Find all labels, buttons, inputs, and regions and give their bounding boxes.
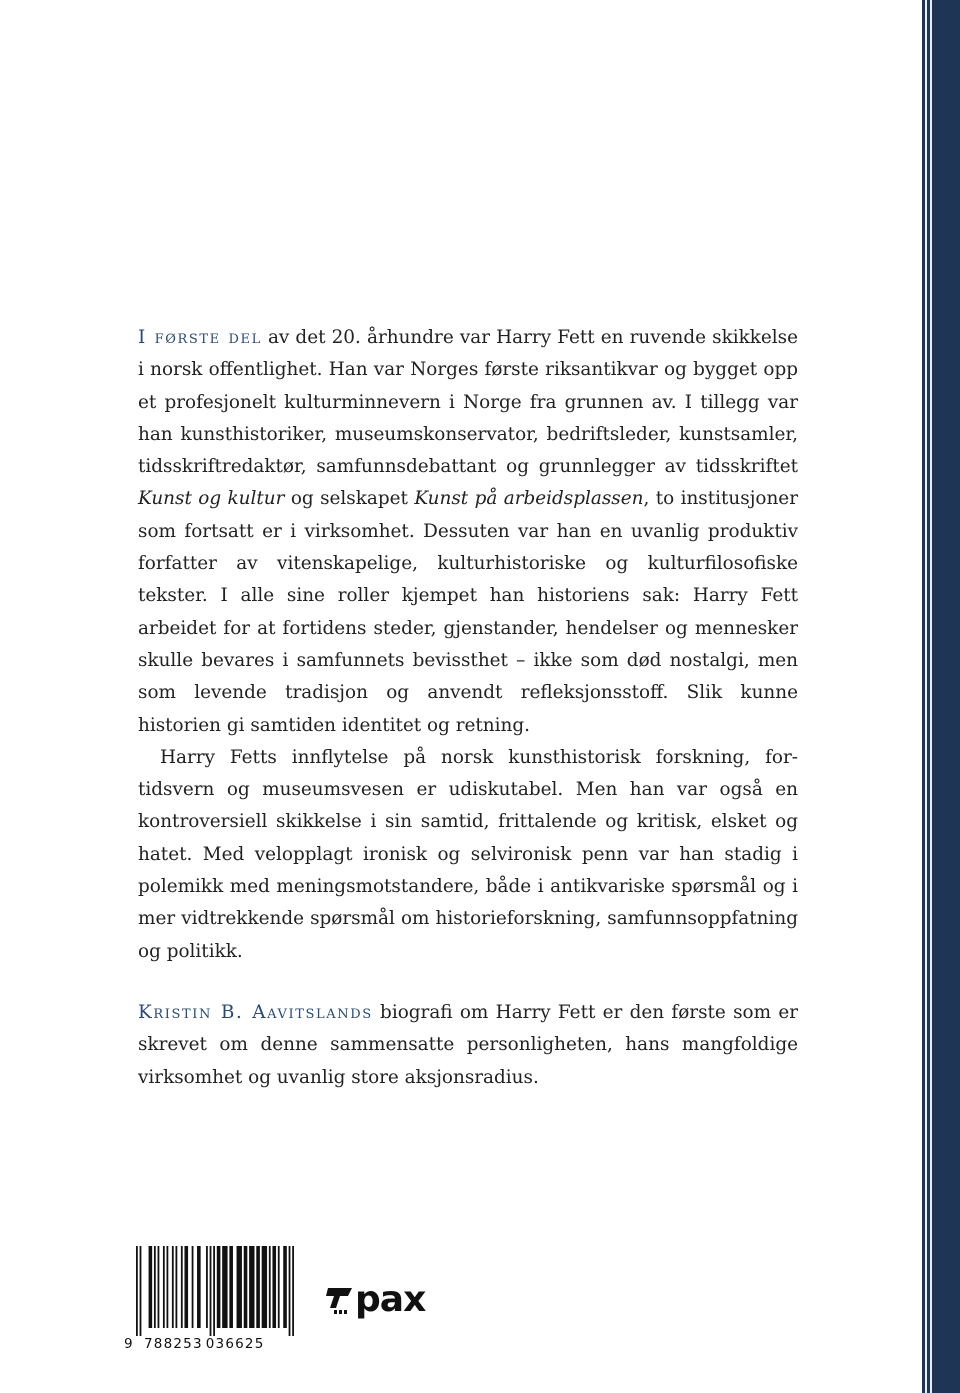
barcode-digits [124, 1330, 294, 1352]
barcode-bar [206, 1246, 208, 1328]
barcode-bar [283, 1246, 287, 1328]
barcode-bar [278, 1246, 280, 1328]
barcode-first-digit: 9 [124, 1336, 133, 1352]
publisher-name: pax [355, 1279, 426, 1320]
blurb-paragraph-2: Harry Fetts innflytelse på norsk kunsthistorisk forskning, fortidsvern og museumsvesen er udiskutabel. Men han var også en kontroversiell skikkelse i sin samtid, frittalende og kritisk, elsket og hatet. Med velopplagt ironisk og selvironisk penn var han stadig i polemikk med meningsmotstandere, både i antikvariske spørsmål og i mer vidtrekkende spørsmål om historieforskning, samfunnsoppfatning og politikk. [138, 746, 798, 962]
barcode-bar [249, 1246, 254, 1328]
barcode-bar [192, 1246, 194, 1328]
barcode-bar [167, 1246, 169, 1328]
blurb-text-run: , to institusjoner som fortsatt er i virksomhet. Dessuten var han en uvanlig produktiv forfatter av vitenskapelige, kulturhistoriske og kulturfilosofiske tekster. I alle sine roller kjempet han historiens sak: Harry Fett arbeidet for at fortidens steder, gjenstander, hendelser og mennesker skulle bevares i samfunnets bevissthet – ikke som død nostalgi, men som levende tradisjon og anvendt refleksjonsstoff. Slik kunne historien gi samtiden identitet og retning. [138, 488, 798, 736]
blurb-text-run: og selskapet [284, 488, 415, 510]
barcode-bar [217, 1246, 221, 1328]
barcode-bar [181, 1246, 183, 1328]
publisher-mark-icon [326, 1278, 354, 1318]
barcode-bar [272, 1246, 276, 1328]
blurb-paragraph-3 [138, 997, 798, 1094]
barcode-bar [292, 1246, 294, 1336]
spine-edge [922, 0, 960, 1393]
blurb-text-run: av det 20. århundre var Harry Fett en ruvende skikkelse i norsk offentlighet. Han var Norges første riksantikvar og bygget opp et profesjonelt kulturminnevern i Norge fra grunnen av. I tillegg var han kunsthistoriker, museumskonservator, bedriftsleder, kunstsamler, tidsskriftredaktør, samfunnsdebattant og grunnlegger av tidsskriftet [138, 327, 799, 478]
society-title: Kunst på arbeidsplassen [414, 488, 644, 510]
barcode-bar [172, 1246, 174, 1328]
barcode-bar [237, 1246, 242, 1328]
barcode-bar [229, 1246, 233, 1328]
spine-stripe [930, 0, 932, 1393]
barcode-bar [262, 1246, 267, 1328]
barcode-bar [184, 1246, 188, 1328]
barcode-bar [210, 1246, 212, 1336]
lead-in-smallcaps: I første del [138, 327, 262, 348]
barcode-bar [269, 1246, 271, 1328]
barcode-bar [176, 1246, 178, 1328]
barcode-bars [136, 1246, 294, 1336]
barcode-bar [222, 1246, 227, 1328]
barcode-bar [136, 1246, 138, 1336]
barcode-bar [197, 1246, 201, 1328]
author-name-smallcaps: Kristin B. Aavitslands [138, 1001, 373, 1023]
barcode-bar [149, 1246, 153, 1328]
barcode-bar [244, 1246, 248, 1328]
barcode-bar [213, 1246, 215, 1336]
barcode-bar [256, 1246, 260, 1328]
journal-title: Kunst og kultur [138, 488, 285, 510]
publisher-logo [326, 1278, 425, 1318]
isbn-barcode [124, 1246, 294, 1352]
barcode-right-group: 036625 [205, 1336, 265, 1352]
barcode-bar [163, 1246, 165, 1328]
blurb-text [138, 322, 798, 1094]
barcode-bar [140, 1246, 142, 1336]
spine-stripe [925, 0, 927, 1393]
blurb-text-run: biografi om Harry Fett er den første som er skrevet om denne sammensatte personligheten, hans mangfoldige virksomhet og uvanlig store aksjonsradius. [138, 1001, 798, 1088]
barcode-bar [289, 1246, 291, 1336]
barcode-bar [154, 1246, 156, 1328]
blurb-paragraph-1 [138, 322, 798, 742]
barcode-left-group: 788253 [144, 1336, 203, 1352]
barcode-bar [158, 1246, 160, 1328]
